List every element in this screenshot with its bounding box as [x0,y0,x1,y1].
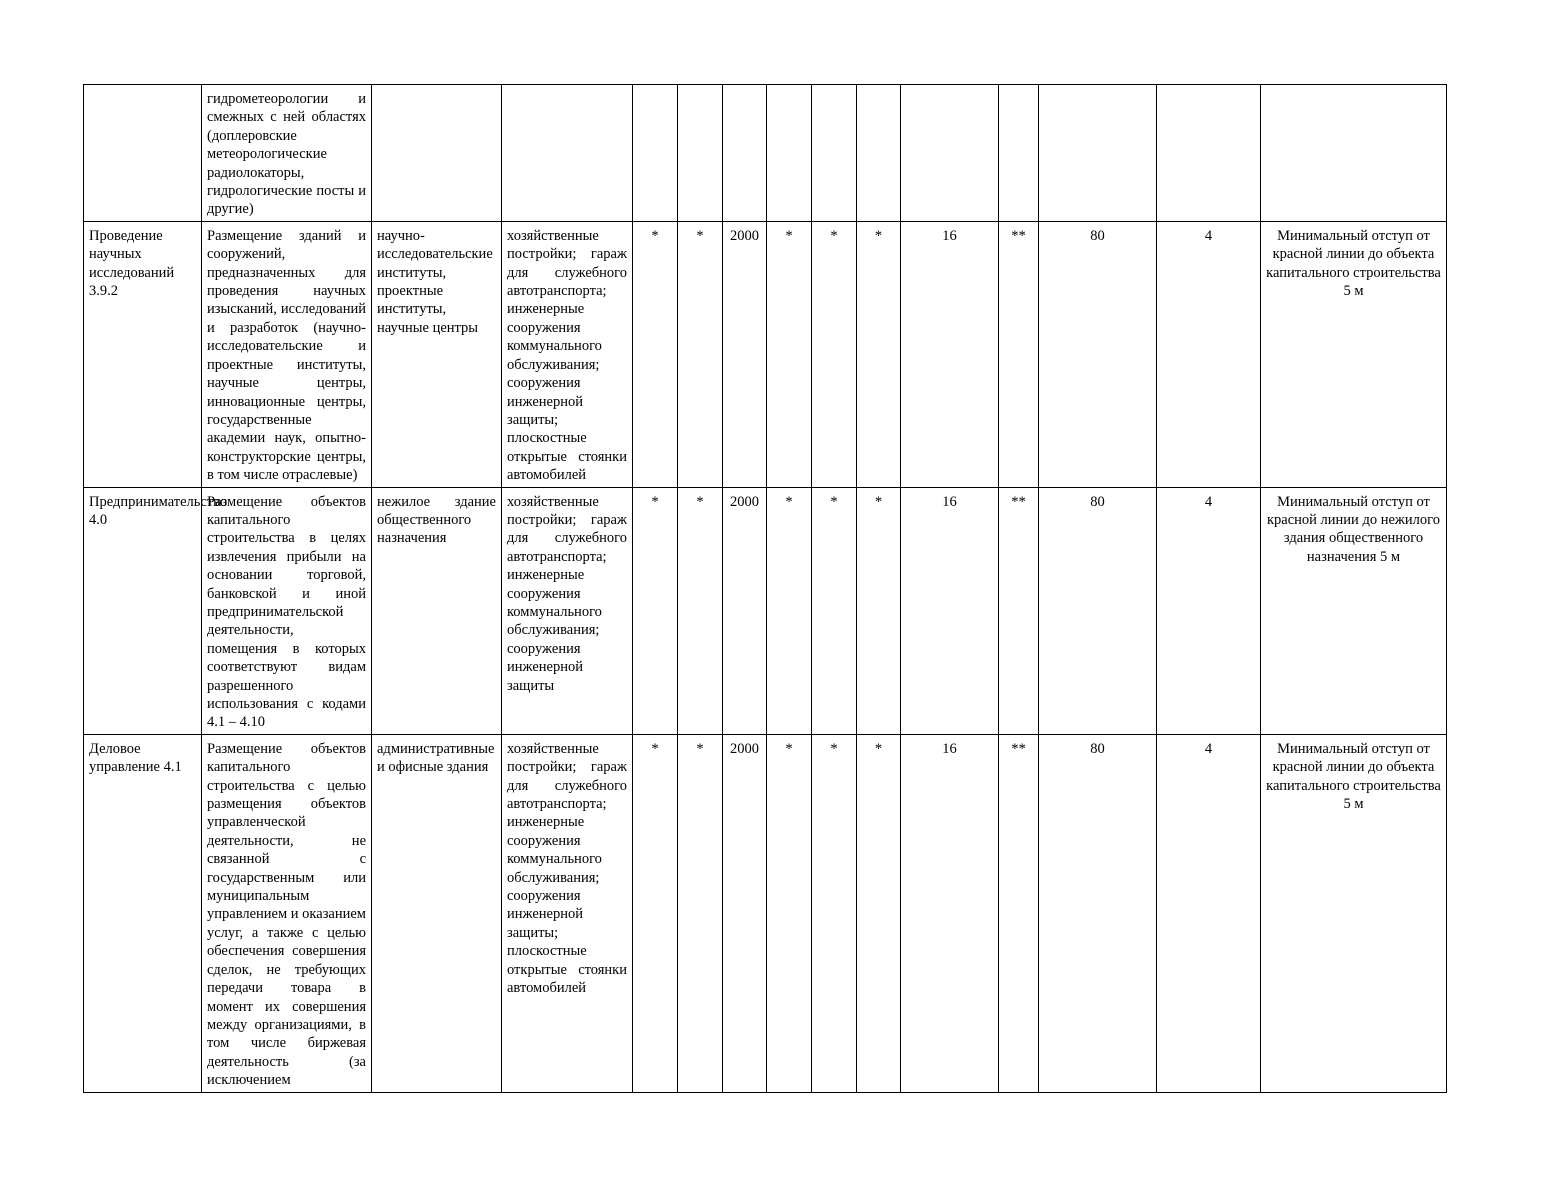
param-cell: ** [999,734,1039,1092]
use-description-cell: Размещение объектов капитального строительства с целью размещения объектов управленческой деятельности, не связанной с государственным или муниципальным управлением и оказанием услуг, а также с целью обеспечения совершения сделок, не требующих передачи товара в момент их совершения между организациями, в том числе биржевая деятельность (за исключением [202,734,372,1092]
note-cell: Минимальный отступ от красной линии до нежилого здания общественного назначения 5 м [1261,487,1447,734]
main-objects-cell [372,85,502,222]
note-cell: Минимальный отступ от красной линии до объекта капитального строительства 5 м [1261,734,1447,1092]
param-cell [999,85,1039,222]
param-cell: 2000 [723,734,767,1092]
main-objects-cell: административные и офисные здания [372,734,502,1092]
param-cell: 80 [1039,487,1157,734]
param-cell: * [812,221,857,487]
use-name-cell: Проведение научных исследований 3.9.2 [84,221,202,487]
land-use-regulations-table [83,84,1447,1093]
param-cell: * [633,734,678,1092]
table-row [84,734,1447,1092]
param-cell: * [633,221,678,487]
param-cell: * [678,734,723,1092]
param-cell: * [767,734,812,1092]
param-cell: * [857,221,901,487]
param-cell: 80 [1039,734,1157,1092]
param-cell: * [767,221,812,487]
param-cell: 4 [1157,487,1261,734]
table-row [84,221,1447,487]
param-cell [723,85,767,222]
param-cell [857,85,901,222]
use-description-cell: Размещение зданий и сооружений, предназначенных для проведения научных изысканий, исследований и разработок (научно-исследовательские и проектные институты, научные центры, инновационные центры, государственные академии наук, опытно-конструкторские центры, в том числе отраслевые) [202,221,372,487]
use-name-cell [84,85,202,222]
param-cell: 4 [1157,221,1261,487]
auxiliary-objects-cell: хозяйственные постройки; гараж для служебного автотранспорта; инженерные сооружения коммунального обслуживания; сооружения инженерной защиты; плоскостные открытые стоянки автомобилей [502,221,633,487]
use-description-cell: гидрометеорологии и смежных с ней областях (доплеровские метеорологические радиолокаторы, гидрологические посты и другие) [202,85,372,222]
auxiliary-objects-cell: хозяйственные постройки; гараж для служебного автотранспорта; инженерные сооружения коммунального обслуживания; сооружения инженерной защиты; плоскостные открытые стоянки автомобилей [502,734,633,1092]
note-cell [1261,85,1447,222]
param-cell: 16 [901,487,999,734]
param-cell [1039,85,1157,222]
table-row [84,487,1447,734]
param-cell: * [857,487,901,734]
auxiliary-objects-cell [502,85,633,222]
param-cell: ** [999,487,1039,734]
param-cell: * [812,487,857,734]
param-cell [678,85,723,222]
param-cell: * [857,734,901,1092]
param-cell: 16 [901,734,999,1092]
param-cell: 2000 [723,221,767,487]
param-cell [1157,85,1261,222]
param-cell: 80 [1039,221,1157,487]
main-objects-cell: нежилое здание общественного назначения [372,487,502,734]
table-row [84,85,1447,222]
param-cell [767,85,812,222]
param-cell: * [812,734,857,1092]
param-cell: 16 [901,221,999,487]
param-cell [812,85,857,222]
param-cell: ** [999,221,1039,487]
auxiliary-objects-cell: хозяйственные постройки; гараж для служебного автотранспорта; инженерные сооружения коммунального обслуживания; сооружения инженерной защиты [502,487,633,734]
param-cell: 2000 [723,487,767,734]
param-cell [633,85,678,222]
param-cell: * [767,487,812,734]
note-cell: Минимальный отступ от красной линии до объекта капитального строительства 5 м [1261,221,1447,487]
param-cell: * [633,487,678,734]
use-description-cell: Размещение объектов капитального строительства в целях извлечения прибыли на основании торговой, банковской и иной предпринимательской деятельности, помещения в которых соответствуют видам разрешенного использования с кодами 4.1 – 4.10 [202,487,372,734]
param-cell: * [678,221,723,487]
use-name-cell: Предпринимательство 4.0 [84,487,202,734]
use-name-cell: Деловое управление 4.1 [84,734,202,1092]
param-cell: * [678,487,723,734]
param-cell: 4 [1157,734,1261,1092]
param-cell [901,85,999,222]
main-objects-cell: научно-исследовательские институты, проектные институты, научные центры [372,221,502,487]
